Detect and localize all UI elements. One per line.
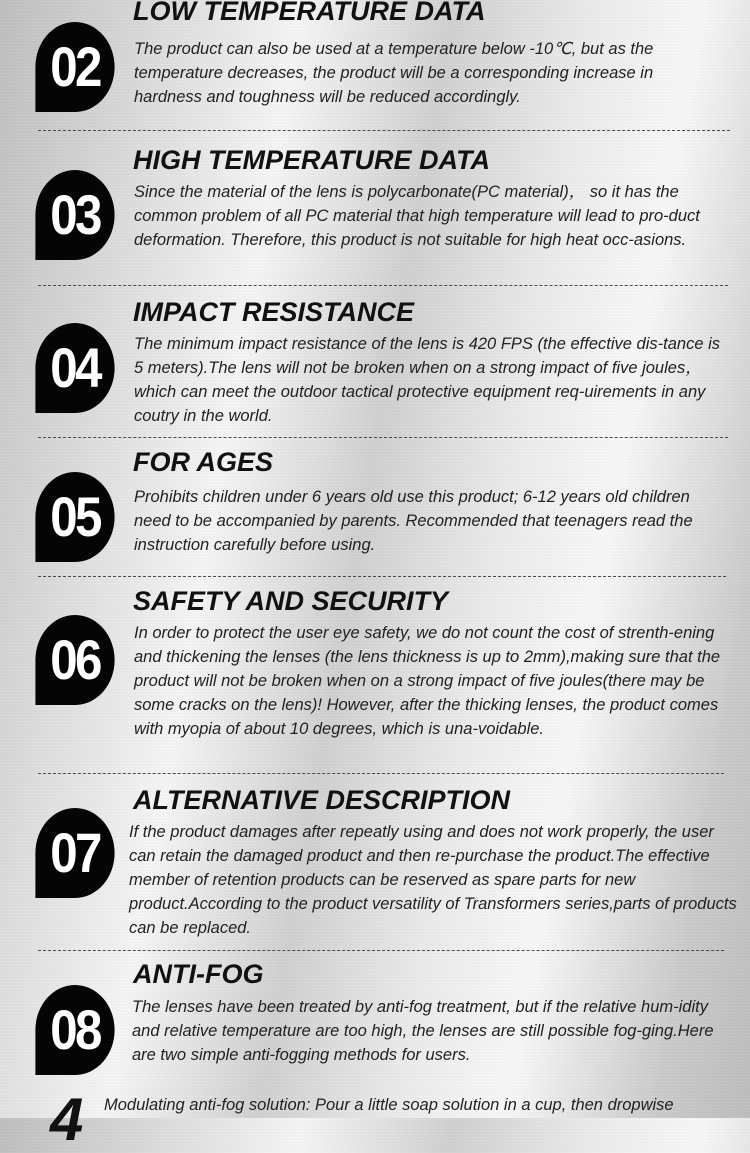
number-badge: 08 <box>35 985 114 1075</box>
section-title: IMPACT RESISTANCE <box>133 297 415 327</box>
number-badge: 03 <box>35 170 114 260</box>
section-title: LOW TEMPERATURE DATA <box>133 0 486 26</box>
number-badge: 02 <box>35 22 114 112</box>
number-badge: 04 <box>35 323 114 413</box>
divider <box>38 437 728 438</box>
section-text: The product can also be used at a temperature below -10℃, but as the temperature decreases, the product will be a corresponding increase in hardness and toughness will be reduced accordingly. <box>134 40 654 106</box>
section-text: In order to protect the user eye safety, we do not count the cost of strenth-ening and thickening the lenses (the lens thickness is up to 2mm),making sure that the product will not be broken when on a strong impact of five joules(there may be some cracks on the lens)! However, after the thicking lenses, the product comes with myopia of about 10 degrees, which is una-voidable. <box>134 624 721 738</box>
section-text: Prohibits children under 6 years old use this product; 6-12 years old children need to be accompanied by parents. Recommended that teenagers read the instruction carefully before using. <box>134 488 693 554</box>
footer-text: Modulating anti-fog solution: Pour a little soap solution in a cup, then dropwise <box>104 1096 674 1114</box>
section-text: The minimum impact resistance of the lens is 420 FPS (the effective dis-tance is 5 meters).The lens will not be broken when on a strong impact of five joules，which can meet the outdoor tactical protective equipment req-uirements in any coutry in the world. <box>134 335 720 425</box>
divider <box>38 130 730 131</box>
number-badge: 06 <box>35 615 114 705</box>
section-title: SAFETY AND SECURITY <box>133 586 449 616</box>
section-title: FOR AGES <box>133 447 274 477</box>
divider <box>38 950 724 951</box>
section-text: Since the material of the lens is polycarbonate(PC material)， so it has the common problem of all PC material that high temperature will lead to pro-duct deformation. Therefore, this product is not suitable for high heat occ-asions. <box>134 183 700 249</box>
section-text: The lenses have been treated by anti-fog treatment, but if the relative hum-idity and relative temperature are too high, the lenses are still possible fog-ging.Here are two simple anti-fogging methods for users. <box>132 998 714 1064</box>
divider <box>38 576 726 577</box>
number-badge: 07 <box>35 808 114 898</box>
step-number: 4 <box>50 1086 84 1153</box>
section-text: If the product damages after repeatly using and does not work properly, the user can retain the damaged product and then re-purchase the product.The effective member of retention products can be reserved as spare parts for new product.According to the product versatility of Transformers series,parts of products can be replaced. <box>129 823 737 937</box>
divider <box>38 285 728 286</box>
divider <box>38 773 724 774</box>
section-title: HIGH TEMPERATURE DATA <box>133 145 490 175</box>
section-title: ALTERNATIVE DESCRIPTION <box>133 785 511 815</box>
section-title: ANTI-FOG <box>133 959 264 989</box>
number-badge: 05 <box>35 472 114 562</box>
